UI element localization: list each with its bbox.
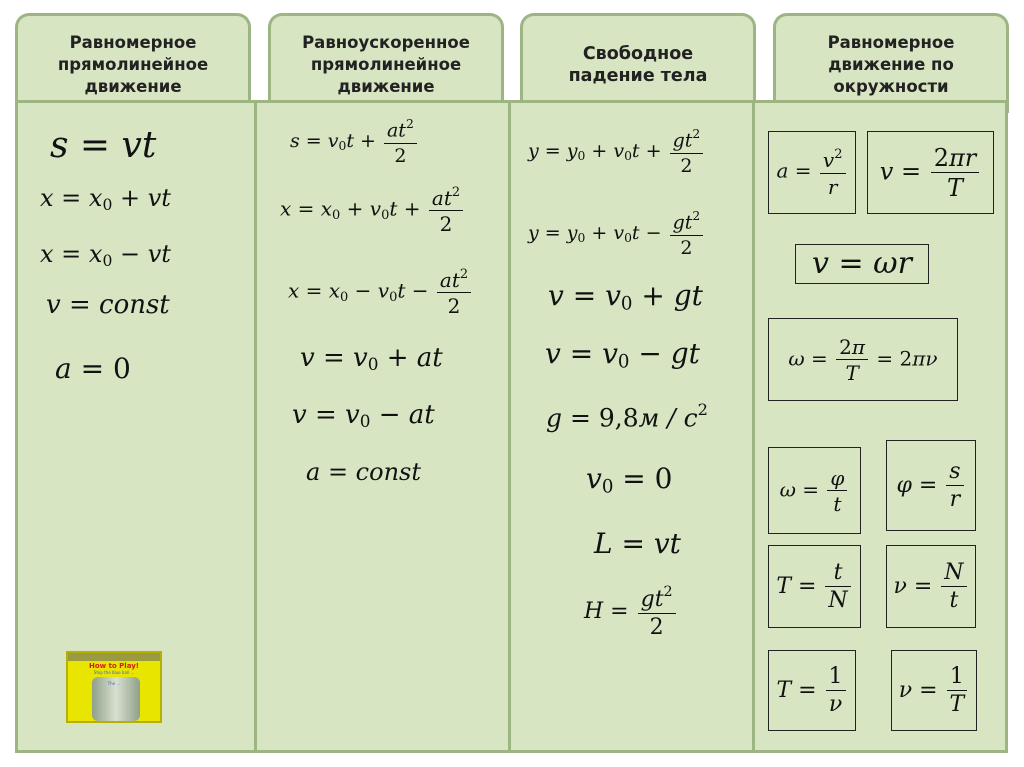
formula-box-omega-phi: ω = $\frac{\varphi}{t}$ [768,447,861,534]
formula-v-accel-plus: $v = v_0$ + at [300,343,443,375]
formula-v-g-minus: $v = v_0$ − gt [545,337,700,373]
formula-s-vt: s = vt [50,125,157,166]
thumbnail-text-2: The ... [107,681,121,686]
formula-s-accel: $s = v_0t$ + $\frac{at^2}{2}$ [290,118,419,166]
formula-a-const: a = const [306,458,421,486]
formula-x-minus: $x = x_0$ − vt [40,240,171,270]
formula-box-frequency-count: ν = $\frac{N}{t}$ [886,545,976,628]
formula-v-g-plus: $v = v_0$ + gt [548,279,703,315]
formula-v-const: v = const [46,290,170,320]
formula-box-v-circumference: v = $\frac{2\pi r}{T}$ [867,131,994,214]
formula-x-accel-plus: $x = x_0 + v_0t$ + $\frac{at^2}{2}$ [280,186,465,234]
column-divider-1 [254,103,257,751]
column-divider-3 [752,103,755,751]
formula-x-accel-minus: $x = x_0 - v_0t$ − $\frac{at^2}{2}$ [288,268,473,316]
header-circular-motion: Равномерное движение по окружности [773,13,1009,113]
thumbnail-title: How to Play! [89,662,139,670]
formula-l-vt: L = vt [594,527,681,560]
thumbnail-title-bar [68,653,160,661]
thumbnail-text-1: Stop the blue ball ... [93,670,135,675]
formula-box-v-omega-r: v = ωr [795,244,929,284]
formula-box-period-frequency: T = $\frac{1}{\nu}$ [768,650,856,731]
column-divider-2 [508,103,511,751]
formula-box-omega-period: ω = $\frac{2\pi}{T}$ = 2πν [768,318,958,401]
formula-box-a-centripetal: a = $\frac{v^2}{r}$ [768,131,856,214]
formula-x-plus: $x = x_0$ + vt [40,184,171,214]
formula-y-plus: $y = y_0 + v_0t$ + $\frac{gt^2}{2}$ [528,128,705,176]
formula-box-phi-arc: φ = $\frac{s}{r}$ [886,440,976,531]
header-uniform-linear: Равномерное прямолинейное движение [15,13,251,113]
formula-h-height: H = $\frac{gt^2}{2}$ [584,585,678,639]
formula-box-frequency-period: ν = $\frac{1}{T}$ [891,650,977,731]
game-thumbnail[interactable] [66,651,162,723]
formula-v-accel-minus: $v = v_0$ − at [292,400,435,432]
header-accelerated-linear: Равноускоренное прямолинейное движение [268,13,504,113]
formula-box-period-count: T = $\frac{t}{N}$ [768,545,861,628]
formula-g-value: $g = 9,8м / c^2$ [546,400,709,433]
formula-a-zero: a = 0 [55,352,131,385]
formula-y-minus: $y = y_0 + v_0t$ − $\frac{gt^2}{2}$ [528,210,705,258]
formula-v0-zero: $v_0 = 0$ [586,462,673,498]
header-free-fall: Свободное падение тела [520,13,756,113]
